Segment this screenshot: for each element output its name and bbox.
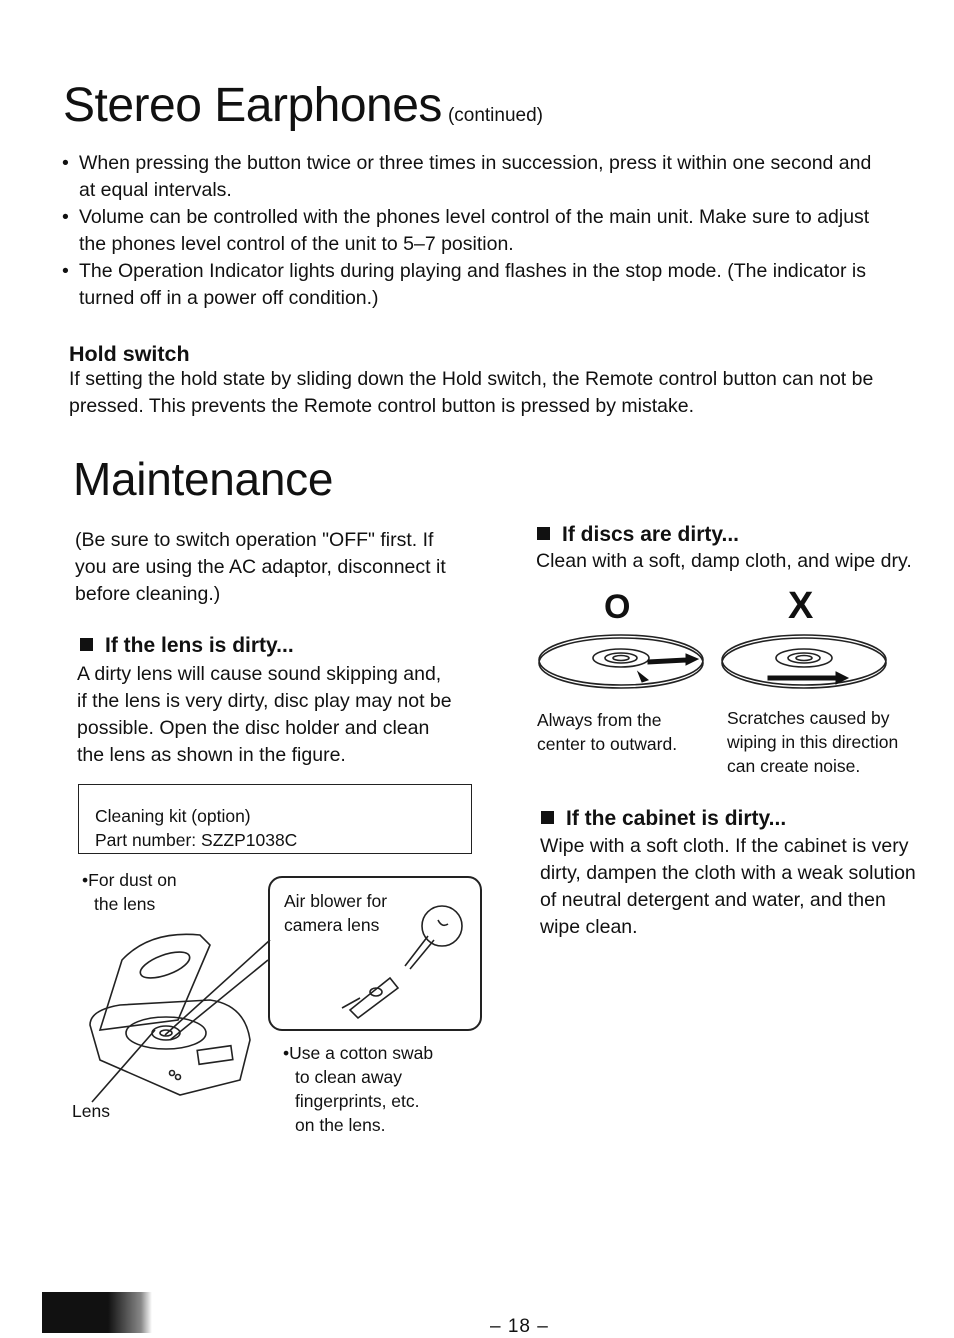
note-item (62, 258, 932, 312)
lens-heading (80, 634, 294, 658)
page-number: – 18 – (490, 1316, 549, 1337)
cabinet-line: of neutral detergent and water, and then (540, 889, 886, 911)
blower-line: Air blower for (284, 891, 388, 911)
bullet-icon: • (62, 260, 69, 282)
cabinet-heading-text: If the cabinet is dirty... (566, 807, 787, 830)
dust-text: For dust on (88, 870, 177, 890)
discs-text: Clean with a soft, damp cloth, and wipe dry. (536, 550, 912, 572)
caption-line: wiping in this direction (727, 732, 899, 752)
intro-line: you are using the AC adaptor, disconnect it (75, 556, 446, 578)
intro-line: (Be sure to switch operation "OFF" first. If (75, 529, 434, 551)
kit-line: Cleaning kit (option) (95, 806, 251, 826)
lens-text (77, 661, 475, 769)
lens-label: Lens (72, 1101, 110, 1121)
cabinet-line: dirty, dampen the cloth with a weak solution (540, 862, 916, 884)
swab-line: fingerprints, etc. (295, 1091, 420, 1111)
note-line: turned off in a power off condition.) (79, 287, 379, 309)
cotton-swab-note (283, 1041, 433, 1137)
dust-line: the lens (94, 894, 156, 914)
page-title (63, 78, 543, 133)
note-line: Volume can be controlled with the phones level control of the main unit. Make sure to adjust (79, 206, 870, 228)
note-line: When pressing the button twice or three times in succession, press it within one second and (79, 152, 872, 174)
swab-line: to clean away (295, 1067, 403, 1087)
bullet-icon: • (62, 206, 69, 228)
cabinet-line: Wipe with a soft cloth. If the cabinet is very (540, 835, 909, 857)
discs-heading-text: If discs are dirty... (562, 523, 740, 546)
hold-line: pressed. This prevents the Remote control button is pressed by mistake. (69, 395, 695, 417)
maintenance-intro (75, 527, 475, 608)
caption-line: Always from the (537, 710, 662, 730)
caption-line: can create noise. (727, 756, 861, 776)
square-bullet-icon (541, 811, 554, 824)
caption-line: Scratches caused by (727, 708, 890, 728)
discs-heading (537, 523, 739, 547)
hold-switch-text (69, 366, 939, 420)
cotton-swab (350, 978, 398, 1018)
cabinet-line: wipe clean. (540, 916, 638, 938)
note-item (62, 204, 932, 258)
arrow-outward-icon (648, 654, 698, 665)
incorrect-mark: X (788, 585, 814, 627)
intro-line: before cleaning.) (75, 583, 221, 605)
correct-mark: O (604, 588, 631, 626)
note-item (62, 150, 932, 204)
cleaning-kit-box (78, 784, 472, 854)
lens-line: the lens as shown in the figure. (77, 744, 346, 766)
arrow-circular-icon (768, 676, 836, 680)
lens-heading-text: If the lens is dirty... (105, 634, 294, 657)
incorrect-caption (727, 706, 898, 778)
maintenance-title: Maintenance (73, 453, 334, 505)
dust-line: •For dust on (82, 870, 177, 890)
note-line: The Operation Indicator lights during playing and flashes in the stop mode. (The indicator is (79, 260, 866, 282)
player-base (90, 1000, 250, 1095)
hold-switch-heading: Hold switch (69, 342, 190, 366)
air-blower-bulb (422, 906, 462, 946)
note-line: the phones level control of the unit to 5–7 position. (79, 233, 514, 255)
square-bullet-icon (80, 638, 93, 651)
cabinet-text (540, 833, 936, 941)
swab-line: •Use a cotton swab (283, 1043, 434, 1063)
title-suffix: (continued) (447, 105, 543, 126)
swab-line: on the lens. (295, 1115, 386, 1135)
kit-line: Part number: SZZP1038C (95, 830, 298, 850)
swab-text: Use a cotton swab (289, 1043, 434, 1063)
lens-line: if the lens is very dirty, disc play may not be (77, 690, 452, 712)
title-text: Stereo Earphones (63, 79, 442, 132)
square-bullet-icon (537, 527, 550, 540)
caption-line: center to outward. (537, 734, 678, 754)
disc-holder-lid (100, 934, 210, 1030)
cabinet-heading (541, 807, 786, 831)
bullet-icon: • (62, 152, 69, 174)
lens-line: possible. Open the disc holder and clean (77, 717, 430, 739)
notes-list (62, 150, 932, 312)
lens-line: A dirty lens will cause sound skipping and, (77, 663, 442, 685)
hold-line: If setting the hold state by sliding down the Hold switch, the Remote control button can not be (69, 368, 874, 390)
correct-caption (537, 708, 677, 756)
disc-wiping-illustration (536, 628, 896, 698)
scan-edge-mark (42, 1292, 152, 1333)
blower-line: camera lens (284, 915, 380, 935)
note-line: at equal intervals. (79, 179, 232, 201)
